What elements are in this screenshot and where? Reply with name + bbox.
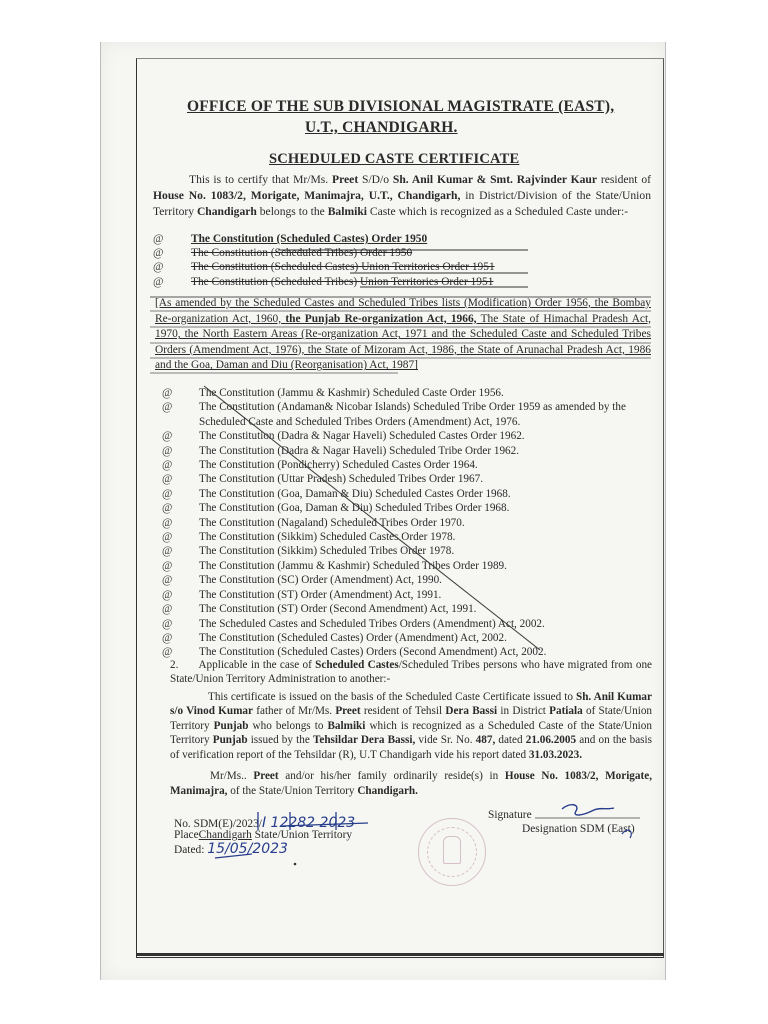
order-text: The Constitution (Scheduled Castes) Orders (Second Amendment) Act, 2002.: [199, 646, 547, 659]
order-text: The Constitution (Andaman& Nicobar Islands) Scheduled Tribe Order 1959 as amended by the Scheduled Caste and Scheduled Tribes Orders (Amendment) Act, 1976.: [199, 401, 626, 428]
order-text: The Constitution (Sikkim) Scheduled Tribes Order 1978.: [199, 545, 455, 558]
place-suffix: State/Union Territory: [251, 829, 353, 841]
number-label: No. SDM(E)/2023/: [174, 818, 262, 830]
issued-text: resident of Tehsil: [360, 705, 446, 718]
bullet: @: [153, 233, 164, 245]
order-text: The Constitution (Scheduled Castes) Order (Amendment) Act, 2002.: [199, 631, 507, 644]
bullet: @: [162, 646, 173, 659]
bullet: @: [162, 603, 173, 616]
bullet: @: [162, 531, 173, 544]
bullet: @: [162, 559, 173, 572]
applicable-highlight: Scheduled Castes: [315, 659, 399, 671]
issued-text: which is recognized as a Scheduled Caste of the State/Union Territory: [170, 719, 652, 747]
office-title-line2: U.T., CHANDIGARH.: [305, 119, 458, 136]
order-text: The Constitution (Scheduled Tribes) Union Territories Order 1951: [191, 275, 494, 288]
strike-line: [204, 386, 540, 650]
issued-text: of State/Union Territory: [170, 705, 653, 732]
signature-scribble-icon: [562, 805, 614, 815]
dot: [294, 863, 297, 866]
order-text: The Constitution (SC) Order (Amendment) Act, 1990.: [199, 574, 442, 587]
bullet: @: [162, 387, 173, 399]
order-text: The Constitution (Dadra & Nagar Haveli) Scheduled Castes Order 1962.: [199, 430, 525, 443]
handwritten-underline: [215, 854, 252, 858]
bullet: @: [162, 574, 173, 587]
bullet: @: [162, 588, 173, 601]
bullet: @: [153, 275, 164, 288]
order-text: The Constitution (Jammu & Kashmir) Scheduled Tribes Order 1989.: [199, 559, 507, 572]
bullet: @: [162, 631, 173, 644]
order-text: The Constitution (Goa, Daman & Diu) Scheduled Castes Order 1968.: [199, 487, 511, 500]
reside-text: Mr/Ms..: [210, 770, 254, 782]
state-name: Punjab: [213, 719, 249, 732]
signature-label: Signature: [488, 809, 532, 821]
reside-text: and/or his/her family ordinarily reside(s) in: [278, 770, 505, 782]
amendment-highlight: the Punjab Re-organization Act, 1966,: [285, 312, 477, 325]
territory-name: Chandigarh.: [357, 784, 418, 797]
bullet: @: [162, 516, 173, 529]
state-name: Punjab: [212, 734, 248, 747]
bullet: @: [153, 247, 164, 260]
intro-text: S/D/o: [358, 173, 393, 186]
issued-text: vide Sr. No.: [415, 734, 476, 747]
intro-text: Caste which is recognized as a Scheduled Caste under:-: [367, 205, 629, 218]
issued-text: in District: [497, 705, 550, 718]
bullet: @: [162, 473, 173, 486]
bullet: @: [162, 487, 173, 500]
order-text: The Constitution (Scheduled Castes) Union Territories Order 1951: [191, 261, 495, 274]
issued-text: This certificate is issued on the basis of the Scheduled Caste Certificate issued to: [208, 691, 576, 703]
issued-text: dated: [495, 734, 526, 747]
order-text: The Constitution (Scheduled Tribes) Order 1950: [191, 247, 413, 260]
order-text: The Constitution (ST) Order (Amendment) Act, 1991.: [199, 588, 442, 601]
caste-name: Balmiki: [327, 719, 366, 732]
applicant-name: Preet: [332, 173, 359, 186]
dated-handwritten: 15/05/2023: [207, 841, 288, 857]
reside-text: of the State/Union Territory: [227, 784, 358, 797]
place-value: Chandigarh: [198, 829, 252, 841]
bullet: @: [162, 444, 173, 457]
holder-name: Sh. Anil Kumar s/o Vinod Kumar: [170, 691, 652, 718]
order-text: The Scheduled Castes and Scheduled Tribes Orders (Amendment) Act, 2002.: [199, 617, 545, 630]
issued-text: who belongs to: [248, 719, 328, 732]
handwritten-underline: [282, 823, 368, 826]
bullet: @: [162, 545, 173, 558]
order-text: The Constitution (Nagaland) Scheduled Tribes Order 1970.: [199, 516, 465, 529]
caste-name: Balmiki: [327, 205, 368, 218]
bullet: @: [162, 502, 173, 515]
district-name: Patiala: [549, 705, 583, 718]
issued-text: and on the basis of verification report of the Tehsildar (R), U.T Chandigarh vide his report dated: [170, 734, 652, 761]
territory-name: Chandigarh: [196, 205, 257, 218]
intro-text: in District/Division of the State/Union Territory: [153, 189, 651, 218]
designation: Designation SDM (East): [522, 823, 635, 835]
bullet: @: [162, 430, 173, 443]
place-label: Place: [174, 829, 199, 841]
applicant-address: House No. 1083/2, Morigate, Manimajra,: [170, 770, 652, 797]
number-handwritten: I 12282 2023: [261, 815, 356, 831]
bullet: @: [162, 617, 173, 630]
order-text: The Constitution (Goa, Daman & Diu) Scheduled Tribes Order 1968.: [199, 502, 510, 515]
issuer-name: Tehsildar Dera Bassi,: [312, 734, 416, 747]
certificate-title: SCHEDULED CASTE CERTIFICATE: [269, 151, 520, 167]
bullet: @: [162, 459, 173, 472]
amendment-text: [As amended by the Scheduled Castes and Scheduled Tribes lists (Modification) Order 1956, the Bombay Re-organization Act, 1960,: [155, 297, 651, 325]
bullet: @: [162, 401, 173, 414]
parent-names: Sh. Anil Kumar & Smt. Rajvinder Kaur: [392, 173, 598, 186]
initial-scribble-icon: [622, 830, 631, 838]
order-text: The Constitution (Uttar Pradesh) Scheduled Tribes Order 1967.: [199, 473, 484, 486]
amendment-text: The State of Himachal Pradesh Act, 1970, the North Eastern Areas (Re-organization Act, 1971 and the Scheduled Caste and Scheduled Tribes Orders (Amendment Act, 1976), the State of Mizoram Act, 1986, the State of Arunachal Pradesh Act, 1986 and the Goa, Daman and Diu (Reorganisation) Act, 1987]: [155, 312, 651, 372]
report-date: 31.03.2023.: [528, 748, 583, 761]
applicable-text: Applicable in the case of: [198, 659, 316, 671]
order-text: The Constitution (Jammu & Kashmir) Scheduled Caste Order 1956.: [199, 387, 504, 399]
issued-text: father of Mr/Ms.: [253, 705, 336, 718]
order-text: The Constitution (Dadra & Nagar Haveli) Scheduled Tribe Order 1962.: [199, 444, 520, 457]
order-text: The Constitution (Scheduled Castes) Order 1950: [191, 233, 428, 245]
applicant-name: Preet: [335, 705, 361, 718]
applicable-text: /Scheduled Tribes persons who have migrated from one State/Union Territory Administration to another:-: [170, 659, 653, 686]
office-title-line1: OFFICE OF THE SUB DIVISIONAL MAGISTRATE (EAST),: [187, 98, 615, 115]
issue-date: 21.06.2005: [525, 734, 577, 747]
bullet: @: [153, 261, 164, 274]
applicant-name: Preet: [253, 770, 279, 782]
tehsil-name: Dera Bassi: [445, 705, 498, 718]
paragraph-number: 2.: [170, 659, 179, 671]
order-text: The Constitution (Sikkim) Scheduled Castes Order 1978.: [199, 531, 456, 544]
order-text: The Constitution (Pondicherry) Scheduled Castes Order 1964.: [199, 459, 478, 472]
order-text: The Constitution (ST) Order (Second Amendment) Act, 1991.: [199, 603, 477, 616]
intro-text: This is to certify that Mr/Ms.: [189, 173, 333, 186]
intro-text: resident of: [597, 173, 652, 186]
dated-label: Dated:: [174, 844, 205, 856]
issued-text: issued by the: [247, 734, 313, 747]
handwritten-dividers: [258, 812, 336, 830]
serial-number: 487,: [475, 734, 496, 747]
intro-text: belongs to the: [256, 205, 328, 218]
applicant-address: House No. 1083/2, Morigate, Manimajra, U.T., Chandigarh,: [153, 189, 461, 202]
